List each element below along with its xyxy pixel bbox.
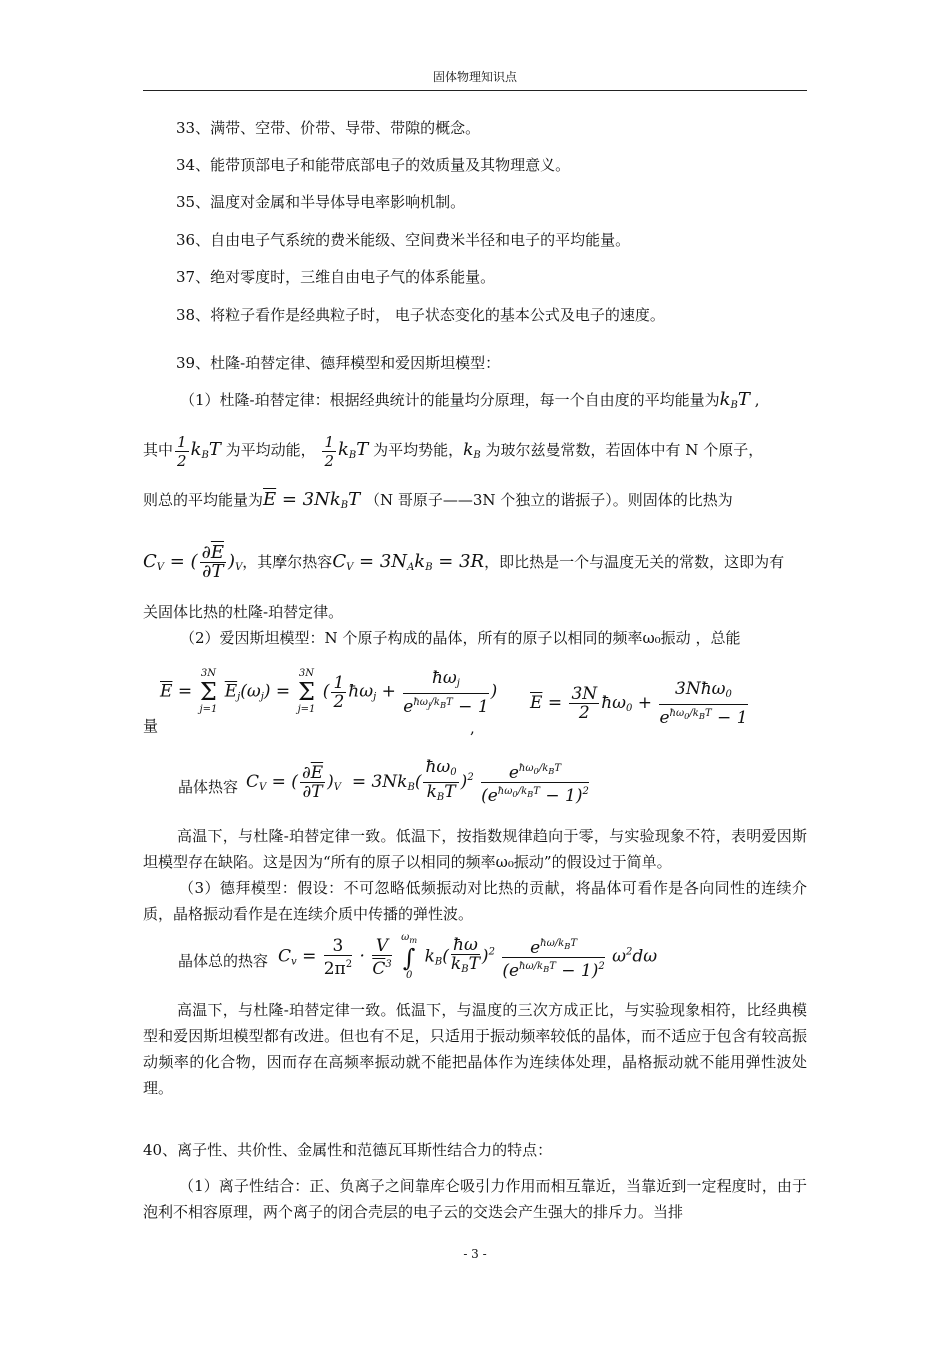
text: 为玻尔兹曼常数，若固体中有 N 个原子， bbox=[485, 441, 764, 459]
einstein-energy-closed: $\overline{E}$ = $\frac{3N}{2}$ $ħ\omega_0$ + $\frac{3Nħ\omega_0}{e^{ħ\omega_0/k_BT} - 1}$ bbox=[530, 679, 748, 728]
list-item: 36、自由电子气系统的费米能级、空间费米半径和电子的平均能量。 bbox=[176, 231, 631, 249]
einstein-energy-sum: $\overline{E}$ = 3N Σ j=1 $\overline{E}_j(\omega_j)$ = 3N Σ j=1 ( $\frac{1}{2}$ $ħ\omega_j$ + $\frac{ħ\omega_j}{e^{ħ\omega_j/k_BT} - 1}$ ) bbox=[160, 667, 498, 717]
formula-kbt: $k_BT$ bbox=[719, 389, 750, 411]
list-item: 38、将粒子看作是经典粒子时， 电子状态变化的基本公式及电子的速度。 bbox=[176, 306, 665, 324]
formula-cv: $C_V$ = ( $\frac{\partial\overline{E}}{\partial T}$ )$_V$ bbox=[143, 541, 243, 582]
text: （1）杜隆-珀替定律：根据经典统计的能量均分原理，每一个自由度的平均能量为 bbox=[180, 391, 720, 409]
einstein-liang: 量 bbox=[143, 717, 159, 735]
formula-total-energy: $\overline{E} = 3Nk_BT$ bbox=[263, 489, 361, 511]
section-39-heading: 39、杜隆-珀替定律、德拜模型和爱因斯坦模型： bbox=[176, 354, 501, 372]
dulong-petit-line-4 bbox=[143, 540, 784, 590]
dulong-petit-line-5: 关固体比热的杜隆-珀替定律。 bbox=[143, 603, 344, 621]
debye-heat-formula: $C_v$ = $\frac{3}{2\pi^2}$ · $\frac{V}{\overline{C}^3}$ $\omega_m$ ∫ 0 $k_B$( $\frac{ħ\omega}{k_BT}$ )$^2$ $\frac{e^{ħ\omega/k_BT}}{(e^{ħ\omega/k_BT} - 1)^2}$ $\omega^2d\omega$ bbox=[278, 932, 658, 981]
list-item: 34、能带顶部电子和能带底部电子的效质量及其物理意义。 bbox=[176, 156, 571, 174]
page-number: - 3 - bbox=[463, 1247, 487, 1261]
einstein-conclusion: 高温下，与杜隆-珀替定律一致。低温下，按指数规律趋向于零，与实验现象不符，表明爱因斯坦模型存在缺陷。这是因为“所有的原子以相同的频率ω₀振动”的假设过于简单。 bbox=[143, 827, 807, 871]
list-item: 37、绝对零度时，三维自由电子气的体系能量。 bbox=[176, 268, 496, 286]
page-header: 固体物理知识点 bbox=[143, 64, 807, 91]
section-40-heading: 40、离子性、共价性、金属性和范德瓦耳斯性结合力的特点： bbox=[143, 1141, 553, 1159]
text: （N 哥原子——3N 个独立的谐振子）。则固体的比热为 bbox=[364, 491, 733, 509]
list-item: 35、温度对金属和半导体导电率影响机制。 bbox=[176, 193, 466, 211]
dulong-petit-line-2: 其中 $\frac{1}{2}$ $k_BT$ 为平均动能， $\frac{1}{2}$ $k_BT$ 为平均势能，$k_B$ 为玻尔兹曼常数，若固体中有 N 个原子， bbox=[143, 432, 764, 470]
debye-conclusion: 高温下，与杜隆-珀替定律一致。低温下，与温度的三次方成正比，与实验现象相符，比经典模型和爱因斯坦模型都有改进。但也有不足，只适用于振动频率较低的晶体，而不适应于包含有较高振动频率的化合物，因而存在高频率振动就不能把晶体作为连续体处理，晶格振动就不能用弹性波处理。 bbox=[143, 1001, 807, 1097]
debye-heat-label: 晶体总的热容 bbox=[178, 952, 269, 970]
text: ，即比热是一个与温度无关的常数，这即为有 bbox=[484, 553, 785, 571]
einstein-line-1: （2）爱因斯坦模型：N 个原子构成的晶体，所有的原子以相同的频率ω₀振动 ，总能 bbox=[180, 629, 741, 647]
text: ，其摩尔热容 bbox=[242, 553, 333, 571]
text: 为平均动能， bbox=[225, 441, 316, 459]
einstein-heat-formula: $C_V$ = ( $\frac{\partial\overline{E}}{\partial T}$ )$_V = 3Nk_B$( $\frac{ħ\omega_0}{k_BT}$ )$^2$ $\frac{e^{ħ\omega_0/k_BT}}{(e^{ħ\omega_0/k_BT} - 1)^2}$ bbox=[246, 757, 589, 806]
einstein-heat-label: 晶体热容 bbox=[178, 778, 239, 796]
debye-intro: （3）德拜模型：假设：不可忽略低频振动对比热的贡献，将晶体可看作是各向同性的连续介质，晶格振动看作是在连续介质中传播的弹性波。 bbox=[143, 879, 807, 923]
section-40-para-1: （1）离子性结合：正、负离子之间靠库仑吸引力作用而相互靠近，当靠近到一定程度时，由于泡利不相容原理，两个离子的闭合壳层的电子云的交迭会产生强大的排斥力。当排 bbox=[143, 1177, 807, 1221]
dulong-petit-line-3 bbox=[143, 490, 733, 516]
text: 则总的平均能量为 bbox=[143, 491, 264, 509]
formula-molar-heat: $C_V = 3N_Ak_B = 3R$ bbox=[332, 551, 485, 573]
comma: , bbox=[470, 719, 475, 737]
formula-half: $\frac{1}{2}$ bbox=[324, 432, 334, 470]
list-item: 33、满带、空带、价带、导带、带隙的概念。 bbox=[176, 119, 481, 137]
text: 为平均势能， bbox=[373, 441, 464, 459]
formula-half: $\frac{1}{2}$ bbox=[177, 432, 187, 470]
dulong-petit-line-1: （1）杜隆-珀替定律：根据经典统计的能量均分原理，每一个自由度的平均能量为$k_BT$ , bbox=[180, 389, 760, 411]
text: 其中 bbox=[143, 441, 174, 459]
